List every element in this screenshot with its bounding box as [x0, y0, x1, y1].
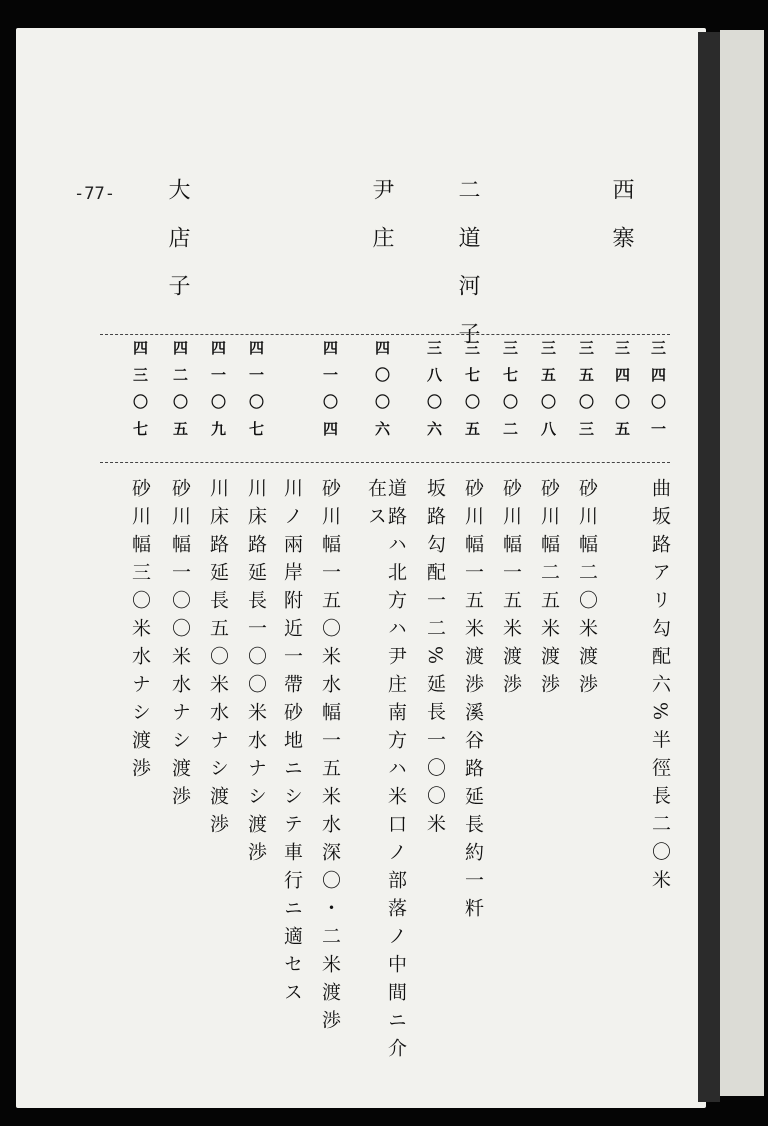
- place-name: 二道河子: [455, 178, 480, 370]
- value-cell: 四三〇七: [131, 340, 149, 448]
- place-name: 大店子: [165, 178, 190, 322]
- value-cell: 三七〇五: [463, 340, 481, 448]
- remark-text: 砂川幅二五米渡渉: [538, 478, 560, 702]
- remark-text: 曲坂路アリ勾配六%半徑長二〇米: [649, 478, 671, 898]
- value-cell: 四一〇九: [209, 340, 227, 448]
- value-cell: 四一〇七: [247, 340, 265, 448]
- value-cell: 三四〇一: [649, 340, 667, 448]
- table-rule-top: [100, 334, 670, 335]
- value-cell: 三四〇五: [613, 340, 631, 448]
- value-cell: 四二〇五: [171, 340, 189, 448]
- place-name: 西寨: [609, 178, 634, 274]
- value-cell: 三五〇八: [539, 340, 557, 448]
- remark-text: 砂川幅一五米渡渉溪谷路延長約一粁: [462, 478, 484, 926]
- remark-text: 砂川幅二〇米渡渉: [576, 478, 598, 702]
- remark-text: 川床路延長一〇〇米水ナシ渡渉: [245, 478, 267, 870]
- table-rule-middle: [100, 462, 670, 463]
- remark-text: 坂路勾配一二%延長一〇〇米: [424, 478, 446, 842]
- remark-text: 砂川幅三〇米水ナシ渡渉: [129, 478, 151, 786]
- place-name: 尹庄: [369, 178, 394, 274]
- value-cell: 三八〇六: [425, 340, 443, 448]
- value-cell: 三七〇二: [501, 340, 519, 448]
- document-page: [16, 28, 706, 1108]
- remark-text: 砂川幅一〇〇米水ナシ渡渉: [169, 478, 191, 814]
- remark-text: 川床路延長五〇米水ナシ渡渉: [207, 478, 229, 842]
- remark-text: 川ノ兩岸附近一帶砂地ニシテ車行ニ適セス: [281, 478, 303, 1010]
- remark-text: 道路ハ北方ハ尹庄南方ハ米口ノ部落ノ中間ニ介在ス: [365, 478, 407, 1066]
- page-number: -77-: [74, 184, 115, 204]
- remark-text: 砂川幅一五米渡渉: [500, 478, 522, 702]
- value-cell: 三五〇三: [577, 340, 595, 448]
- value-cell: 四〇〇六: [373, 340, 391, 448]
- page-binding: [698, 32, 720, 1102]
- remark-text: 砂川幅一五〇米水幅一五米水深〇・二米渡渉: [319, 478, 341, 1038]
- facing-page-edge: [720, 30, 764, 1096]
- value-cell: 四一〇四: [321, 340, 339, 448]
